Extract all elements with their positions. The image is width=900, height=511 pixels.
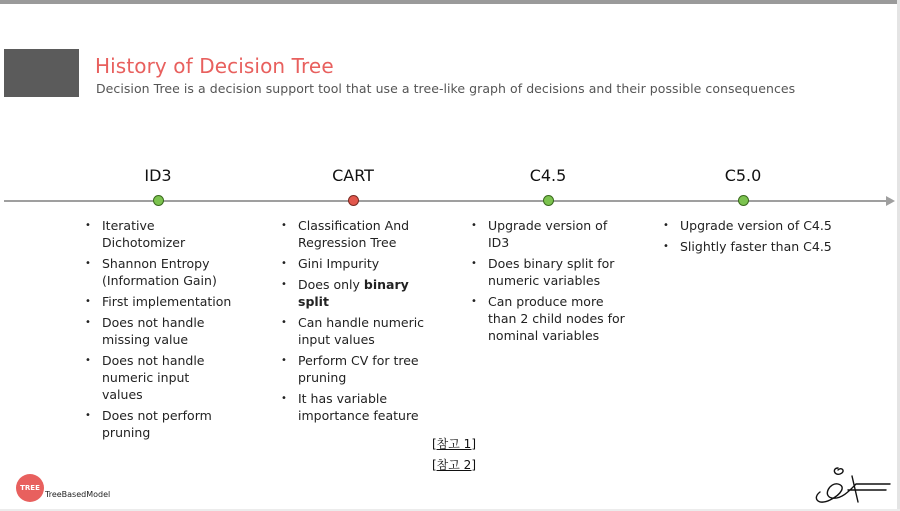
list-item <box>82 314 232 348</box>
bullet-icon: • <box>471 258 477 269</box>
logo-text: TreeBasedModel <box>45 490 111 499</box>
era-label-cart: CART <box>332 166 374 185</box>
list-item-text: Upgrade version of ID3 <box>488 218 608 250</box>
timeline-dot-c50 <box>738 195 749 206</box>
list-item <box>278 390 428 424</box>
logo-badge: TREE <box>16 474 44 502</box>
list-item-text: Perform CV for tree pruning <box>298 353 419 385</box>
list-item-text: Can handle numeric input values <box>298 315 425 347</box>
list-item <box>660 217 850 234</box>
list-item-text: Classification And Regression Tree <box>298 218 410 250</box>
era-label-c50: C5.0 <box>724 166 762 185</box>
timeline-dot-cart <box>348 195 359 206</box>
c50-feature-list <box>660 217 850 259</box>
bullet-icon: • <box>85 317 91 328</box>
list-item <box>278 276 428 310</box>
timeline-dot-c45 <box>543 195 554 206</box>
list-item <box>468 217 628 251</box>
era-label-c45: C4.5 <box>529 166 567 185</box>
list-item-text: Does not handle numeric input values <box>102 353 205 402</box>
bullet-icon: • <box>85 220 91 231</box>
cart-feature-list <box>278 217 428 428</box>
bullet-icon: • <box>281 220 287 231</box>
list-item-text: Slightly faster than C4.5 <box>680 239 832 254</box>
bullet-icon: • <box>281 393 287 404</box>
list-item <box>278 255 428 272</box>
list-item <box>278 217 428 251</box>
era-label-id3: ID3 <box>144 166 172 185</box>
bullet-icon: • <box>281 279 287 290</box>
list-item-text: Upgrade version of C4.5 <box>680 218 832 233</box>
bullet-icon: • <box>663 220 669 231</box>
timeline-dot-id3 <box>153 195 164 206</box>
list-item <box>468 293 628 344</box>
list-item <box>278 314 428 348</box>
list-item <box>82 407 232 441</box>
bullet-icon: • <box>281 317 287 328</box>
reference-link-1[interactable]: [참고 1] <box>432 437 476 451</box>
list-item-text: Iterative Dichotomizer <box>102 218 186 250</box>
signature-icon <box>808 462 892 506</box>
list-item <box>82 255 232 289</box>
slide-subtitle: Decision Tree is a decision support tool that use a tree-like graph of decisions and their possible consequences <box>96 81 796 96</box>
top-border <box>0 0 900 4</box>
list-item <box>278 352 428 386</box>
timeline-arrow-icon <box>886 196 895 206</box>
bullet-icon: • <box>471 296 477 307</box>
bullet-icon: • <box>281 355 287 366</box>
reference-link-2[interactable]: [참고 2] <box>432 458 476 472</box>
title-accent-block <box>4 49 79 97</box>
list-item-text: Gini Impurity <box>298 256 380 271</box>
list-item-text: It has variable importance feature <box>298 391 419 423</box>
bullet-icon: • <box>281 258 287 269</box>
bullet-icon: • <box>471 220 477 231</box>
list-item <box>82 293 232 310</box>
slide-title: History of Decision Tree <box>95 54 334 78</box>
bullet-icon: • <box>85 258 91 269</box>
list-item-text: Does only binary split <box>298 277 409 309</box>
bullet-icon: • <box>85 410 91 421</box>
list-item-text: Does binary split for numeric variables <box>488 256 615 288</box>
list-item <box>82 217 232 251</box>
list-item <box>82 352 232 403</box>
id3-feature-list <box>82 217 232 445</box>
bullet-icon: • <box>85 355 91 366</box>
list-item-text: Can produce more than 2 child nodes for nominal variables <box>488 294 625 343</box>
timeline-axis <box>4 200 888 202</box>
list-item <box>468 255 628 289</box>
list-item-text: Shannon Entropy (Information Gain) <box>102 256 217 288</box>
list-item <box>660 238 850 255</box>
bullet-icon: • <box>663 241 669 252</box>
c45-feature-list <box>468 217 628 348</box>
list-item-text: First implementation <box>102 294 232 309</box>
bullet-icon: • <box>85 296 91 307</box>
list-item-text: Does not perform pruning <box>102 408 212 440</box>
list-item-text: Does not handle missing value <box>102 315 205 347</box>
